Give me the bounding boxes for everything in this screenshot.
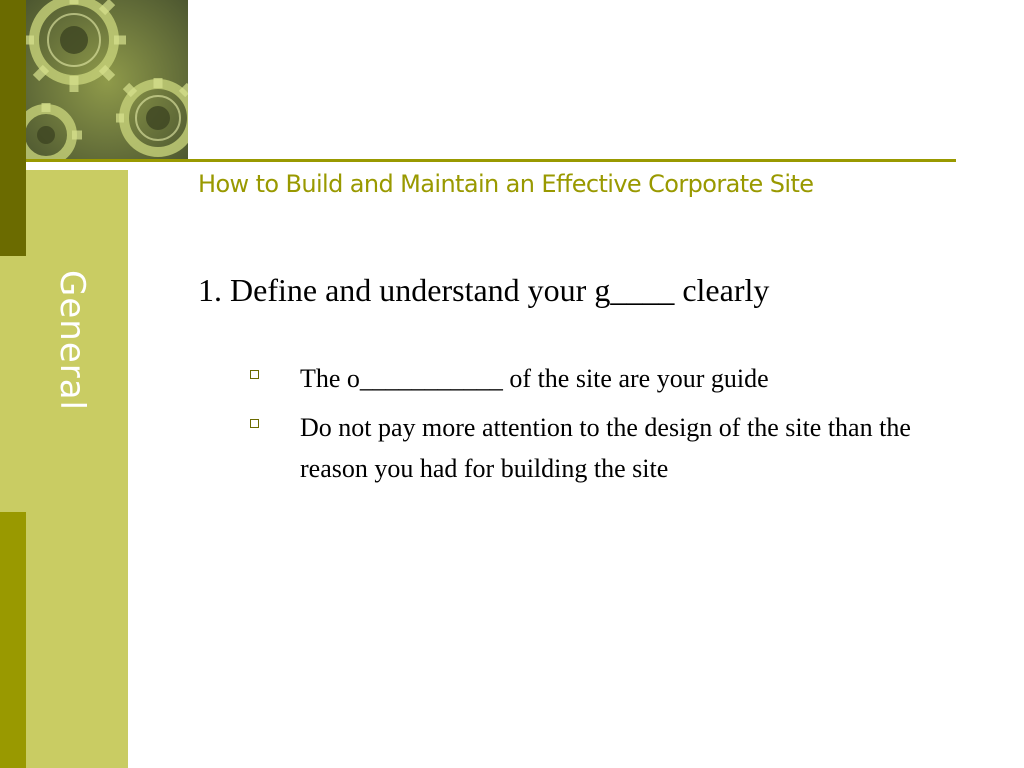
section-label: General: [52, 270, 92, 411]
bullet-item: [250, 407, 930, 489]
square-bullet-icon: [250, 419, 259, 428]
left-band-dark: [0, 0, 26, 256]
bullet-list: [250, 358, 930, 497]
square-bullet-icon: [250, 370, 259, 379]
side-panel: [26, 170, 128, 768]
gears-image: [26, 0, 188, 162]
bullet-item: [250, 358, 930, 399]
left-band-olive: [0, 512, 26, 768]
slide-heading: 1. Define and understand your g____ clearly: [198, 272, 770, 308]
bullet-text: The o___________ of the site are your guide: [300, 364, 769, 393]
title-rule: [26, 159, 956, 162]
bullet-text: Do not pay more attention to the design of the site than the reason you had for building the site: [300, 413, 911, 483]
slide-title: How to Build and Maintain an Effective Corporate Site: [198, 170, 814, 198]
left-band-light: [0, 256, 26, 512]
